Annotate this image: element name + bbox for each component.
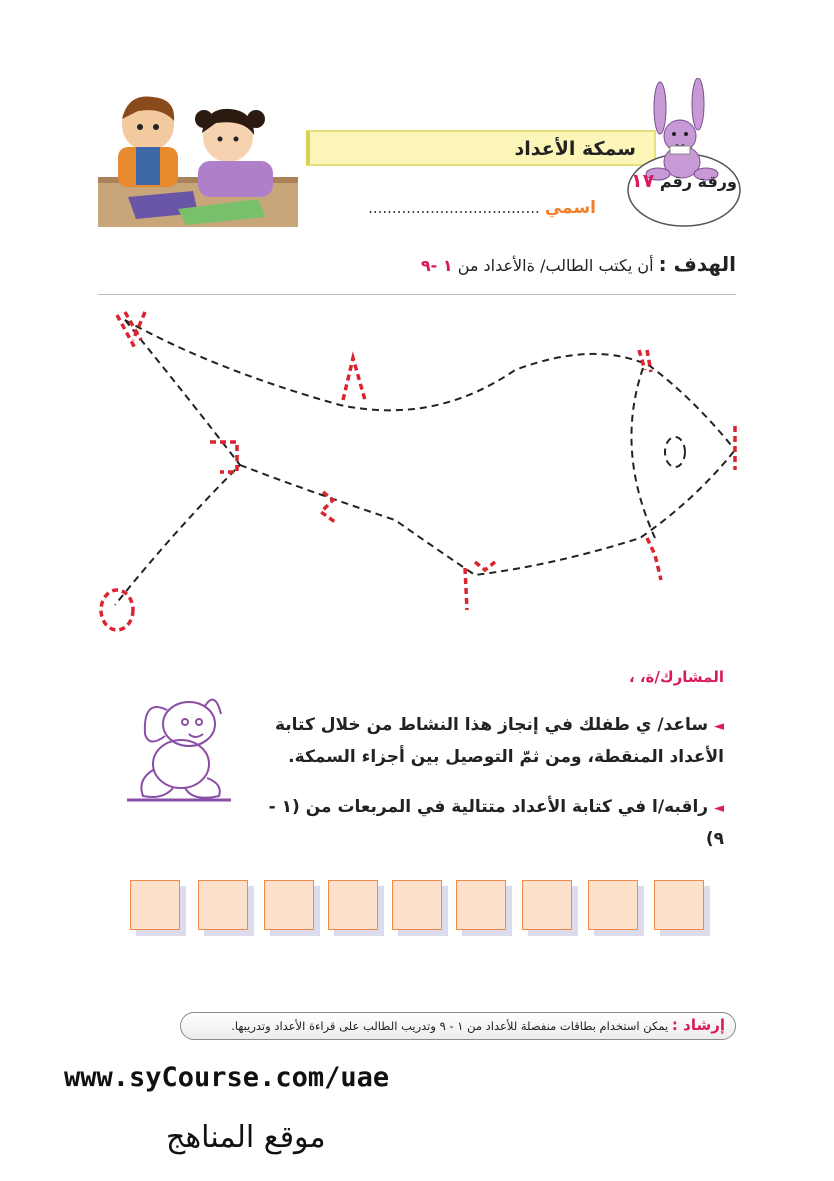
children-writing-illustration (98, 85, 298, 227)
fish-tail-lower (115, 320, 240, 605)
page-title: سمكة الأعداد (514, 138, 636, 160)
fish-eye (665, 437, 685, 467)
instruction-item (254, 792, 724, 854)
instruction-item (254, 710, 724, 772)
sheet-number-label (624, 170, 744, 192)
hint-text: يمكن استخدام بطاقات منفصلة للأعداد من ١ - ٩ وتدريب الطالب على قراءة الأعداد وتدريبها. (231, 1019, 669, 1033)
name-field[interactable]: .................................... (368, 199, 540, 217)
sheet-number: ١٧ (631, 170, 655, 192)
fish-top-curve (125, 320, 735, 450)
number-box[interactable] (392, 880, 442, 930)
divider (98, 294, 736, 295)
instruction-text: راقبه/ا في كتابة الأعداد متتالية في المربعات من (١ - ٩) (268, 797, 724, 849)
instruction-text: ساعد/ ي طفلك في إنجاز هذا النشاط من خلال كتابة الأعداد المنقطة، ومن ثمّ التوصيل بين أجزاء السمكة. (274, 715, 724, 767)
bullet-arrow-icon: ◄ (714, 719, 724, 734)
site-url: www.syCourse.com/uae (64, 1062, 390, 1093)
rabbit-on-egg-illustration (624, 78, 744, 228)
title-bar (306, 130, 656, 166)
goal-range: ١ -٩ (420, 256, 453, 275)
goal-row (421, 252, 736, 276)
number-box[interactable] (198, 880, 248, 930)
participants-label: المشارك/ة، ، (628, 668, 724, 686)
fish-bottom-curve (240, 450, 735, 575)
fish-gill-line (631, 368, 655, 538)
hint-box (180, 1012, 736, 1040)
site-name: موقع المناهج (166, 1120, 326, 1155)
sheet-label-text: ورقة رقم (659, 172, 737, 191)
number-box[interactable] (522, 880, 572, 930)
bullet-arrow-icon: ◄ (714, 801, 724, 816)
hint-label: إرشاد : (671, 1016, 725, 1034)
number-box[interactable] (130, 880, 180, 930)
number-box[interactable] (328, 880, 378, 930)
number-box[interactable] (654, 880, 704, 930)
number-box[interactable] (264, 880, 314, 930)
number-boxes (126, 880, 716, 940)
dotted-fish-drawing (95, 300, 745, 645)
name-label: اسمي (544, 198, 596, 218)
number-box[interactable] (588, 880, 638, 930)
goal-label: الهدف : (658, 252, 736, 276)
dog-illustration (123, 688, 235, 806)
goal-text: أن يكتب الطالب/ ةالأعداد من (457, 256, 654, 275)
number-box[interactable] (456, 880, 506, 930)
name-row (366, 198, 596, 218)
